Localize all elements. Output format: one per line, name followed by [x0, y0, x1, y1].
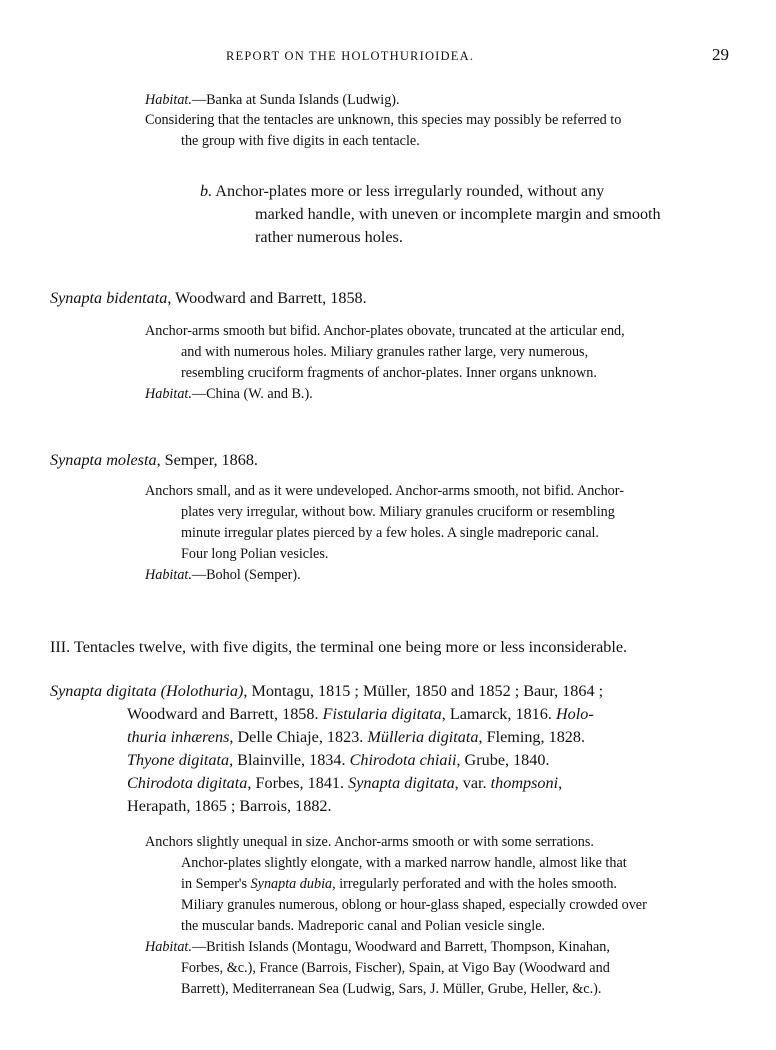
habitat-line: Habitat.—British Islands (Montagu, Woodward and Barrett, Thompson, Kinahan, — [145, 939, 610, 955]
habitat-line: Habitat.—Banka at Sunda Islands (Ludwig). — [145, 92, 400, 108]
species-name: Synapta molesta — [50, 451, 157, 469]
species-authority: , Woodward and Barrett, 1858. — [167, 289, 367, 307]
species-name: Synapta digitata (Holothuria) — [50, 682, 244, 700]
habitat-label: Habitat. — [145, 386, 192, 402]
habitat-label: Habitat. — [145, 939, 192, 955]
subsection-b: b. Anchor-plates more or less irregularly rounded, without any marked handle, with uneven or incomplete margin and smooth rather numerous holes. — [200, 182, 661, 246]
species-heading-molesta — [50, 449, 258, 472]
subsection-marker: b. — [200, 182, 213, 200]
remark-paragraph: Considering that the tentacles are unknown, this species may possibly be referred to the group with five digits in each tentacle. — [145, 112, 622, 149]
habitat-label: Habitat. — [145, 92, 192, 108]
running-title: REPORT ON THE HOLOTHURIOIDEA. — [226, 49, 475, 63]
species-description-molesta: Anchors small, and as it were undeveloped. Anchor-arms smooth, not bifid. Anchor- plates very irregular, without bow. Miliary granules cruciform or resembling minute irregular plates pierced by a few holes. A single madreporic canal. Four long Polian vesicles. Habitat.—Bohol (Semper). — [145, 481, 624, 586]
habitat-block-1 — [145, 90, 400, 111]
habitat-label: Habitat. — [145, 567, 192, 583]
species-heading-bidentata — [50, 287, 367, 310]
habitat-line: Habitat.—China (W. and B.). — [145, 386, 313, 402]
section-heading: III. Tentacles twelve, with five digits, the terminal one being more or less inconsiderable. — [50, 638, 628, 656]
species-authority: , Semper, 1868. — [156, 451, 258, 469]
page-number: 29 — [712, 45, 729, 64]
species-heading-digitata: Synapta digitata (Holothuria), Montagu, 1815 ; Müller, 1850 and 1852 ; Baur, 1864 ; Woodward and Barrett, 1858. Fistularia digitata, Lamarck, 1816. Holo- thuria inhærens, Delle Chiaje, 1823. Mülleria digitata, Fleming, 1828. Thyone digitata, Blainville, 1834. Chirodota chiaii, Grube, 1840. Chirodota digitata, Forbes, 1841. Synapta digitata, var. thompsoni, Herapath, 1865 ; Barrois, 1882. — [50, 682, 604, 815]
species-name: Synapta bidentata — [50, 289, 168, 307]
habitat-line: Habitat.—Bohol (Semper). — [145, 567, 301, 583]
species-description-bidentata: Anchor-arms smooth but bifid. Anchor-plates obovate, truncated at the articular end, and with numerous holes. Miliary granules rather large, very numerous, resembling cruciform fragments of anchor-plates. Inner organs unknown. Habitat.—China (W. and B.). — [145, 321, 625, 405]
species-description-digitata: Anchors slightly unequal in size. Anchor-arms smooth or with some serrations. Anchor-plates slightly elongate, with a marked narrow handle, almost like that in Semper's Synapta dubia, irregularly perforated and with the holes smooth. Miliary granules numerous, oblong or hour-glass shaped, especially crowded over the muscular bands. Madreporic canal and Polian vesicle single. Habitat.—British Islands (Montagu, Woodward and Barrett, Thompson, Kinahan, Forbes, &c.), France (Barrois, Fischer), Spain, at Vigo Bay (Woodward and Barrett), Mediterranean Sea (Ludwig, Sars, J. Müller, Grube, Heller, &c.). — [145, 834, 647, 997]
running-header — [0, 47, 776, 67]
